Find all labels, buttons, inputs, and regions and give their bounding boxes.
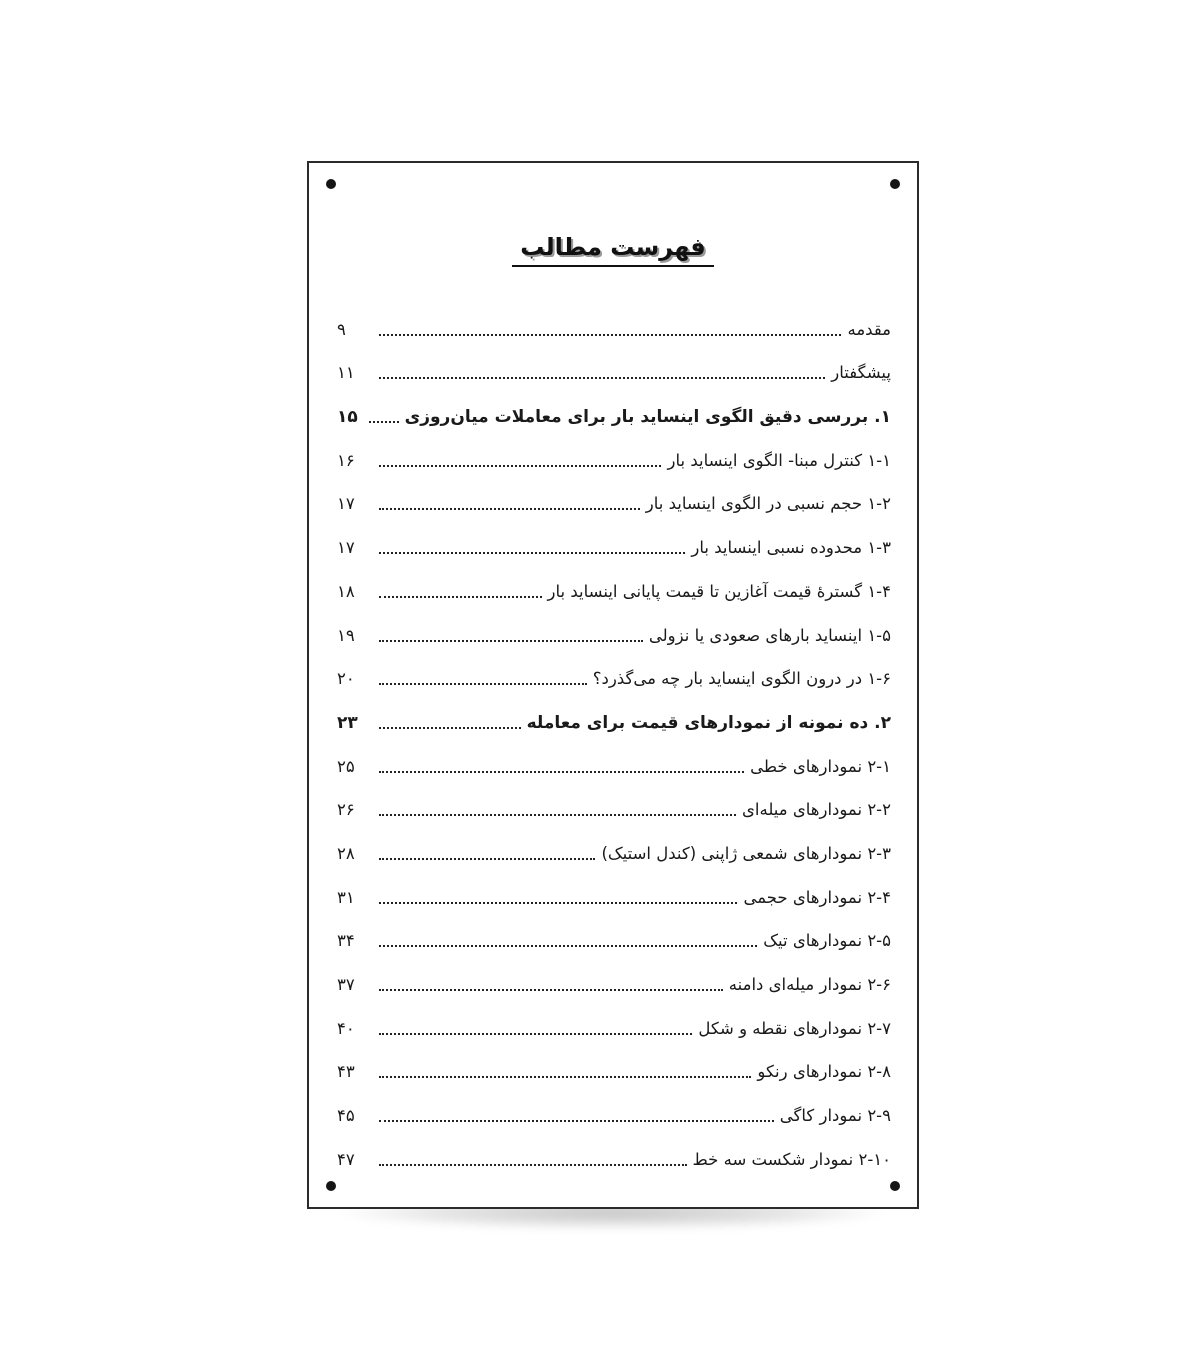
dot-leader [369, 421, 399, 423]
entry-title: ۱. بررسی دقیق الگوی اینساید بار برای معاملات میان‌روزی [404, 407, 891, 428]
toc-entry[interactable] [337, 913, 891, 957]
dot-leader [379, 727, 521, 729]
toc-entry[interactable] [337, 432, 891, 476]
dot-leader [379, 334, 841, 336]
toc-entry[interactable] [337, 563, 891, 607]
entry-title: پیشگفتار [831, 363, 891, 383]
dot-leader [379, 508, 640, 510]
toc-entry[interactable] [337, 651, 891, 695]
dot-leader [379, 465, 661, 467]
toc-entry[interactable] [337, 301, 891, 345]
entry-title: ۲-۱۰ نمودار شکست سه خط [692, 1149, 891, 1169]
toc-title-block [309, 233, 917, 267]
page-number: ۴۷ [337, 1149, 355, 1169]
dot-leader [379, 771, 744, 773]
dot-leader [379, 596, 542, 598]
toc-entry[interactable] [337, 1044, 891, 1088]
entry-title: ۱-۱ کنترل مبنا- الگوی اینساید بار [667, 450, 891, 470]
page-number: ۳۷ [337, 975, 355, 994]
corner-dot-icon [890, 179, 900, 189]
entry-title: ۱-۲ حجم نسبی در الگوی اینساید بار [645, 494, 891, 514]
dot-leader [379, 989, 723, 991]
entry-title: ۲-۸ نمودارهای رنکو [757, 1062, 891, 1082]
page-number: ۳۱ [337, 887, 355, 907]
toc-entry[interactable] [337, 1087, 891, 1131]
dot-leader [379, 552, 685, 554]
corner-dot-icon [326, 179, 336, 189]
entry-title: ۲. ده نمونه از نمودارهای قیمت برای معامله [526, 712, 891, 733]
entry-title: ۲-۵ نمودارهای تیک [763, 931, 891, 951]
page-number: ۴۰ [337, 1018, 355, 1038]
page-number: ۱۷ [337, 538, 355, 558]
dot-leader [379, 1120, 774, 1122]
entry-title: ۲-۱ نمودارهای خطی [750, 756, 891, 776]
page-number: ۱۷ [337, 494, 355, 514]
toc-entry[interactable] [337, 738, 891, 782]
dot-leader [379, 1076, 751, 1078]
page-number: ۲۶ [337, 800, 355, 820]
toc-entry[interactable] [337, 345, 891, 389]
entry-title: ۱-۳ محدوده نسبی اینساید بار [691, 538, 891, 558]
page-number: ۹ [337, 319, 346, 339]
entry-title: ۲-۲ نمودارهای میله‌ای [741, 800, 891, 820]
toc-entry[interactable] [337, 825, 891, 869]
entry-title: ۱-۴ گسترهٔ قیمت آغازین تا قیمت پایانی اینساید بار [547, 581, 891, 601]
toc-chapter-entry[interactable] [337, 694, 891, 738]
toc-list [337, 301, 891, 1175]
dot-leader [379, 377, 825, 379]
page-number: ۱۹ [337, 625, 355, 645]
entry-title: ۱-۵ اینساید بارهای صعودی یا نزولی [648, 625, 891, 645]
dot-leader [379, 1164, 687, 1166]
corner-dot-icon [326, 1181, 336, 1191]
entry-title: ۲-۳ نمودارهای شمعی ژاپنی (کندل استیک) [601, 843, 891, 863]
toc-entry[interactable] [337, 1000, 891, 1044]
page-number: ۱۵ [337, 407, 358, 428]
dot-leader [379, 945, 757, 947]
page-number: ۱۶ [337, 450, 355, 470]
entry-title: ۲-۶ نمودار میله‌ای دامنه [728, 975, 891, 994]
entry-title: ۲-۷ نمودارهای نقطه و شکل [698, 1018, 891, 1038]
page-number: ۴۳ [337, 1062, 355, 1082]
entry-title: مقدمه [847, 319, 891, 339]
toc-entry[interactable] [337, 607, 891, 651]
dot-leader [379, 1033, 692, 1035]
page-number: ۲۰ [337, 669, 355, 689]
page-number: ۲۸ [337, 843, 355, 863]
page-title: فهرست مطالب [512, 233, 714, 267]
page-number: ۳۴ [337, 931, 355, 951]
toc-entry[interactable] [337, 476, 891, 520]
entry-title: ۱-۶ در درون الگوی اینساید بار چه می‌گذرد؟ [592, 669, 891, 689]
dot-leader [379, 640, 643, 642]
toc-entry[interactable] [337, 782, 891, 826]
toc-page [307, 161, 919, 1209]
entry-title: ۲-۴ نمودارهای حجمی [743, 887, 891, 907]
toc-chapter-entry[interactable] [337, 388, 891, 432]
toc-entry[interactable] [337, 1131, 891, 1175]
toc-entry[interactable] [337, 869, 891, 913]
corner-dot-icon [890, 1181, 900, 1191]
page-number: ۲۵ [337, 756, 355, 776]
page-number: ۴۵ [337, 1106, 355, 1126]
dot-leader [379, 814, 736, 816]
toc-entry[interactable] [337, 956, 891, 1000]
dot-leader [379, 858, 595, 860]
page-number: ۱۱ [337, 363, 355, 383]
dot-leader [379, 683, 587, 685]
page-number: ۱۸ [337, 581, 355, 601]
dot-leader [379, 902, 737, 904]
page-number: ۲۳ [337, 712, 358, 733]
toc-entry[interactable] [337, 519, 891, 563]
entry-title: ۲-۹ نمودار کاگی [779, 1106, 891, 1126]
